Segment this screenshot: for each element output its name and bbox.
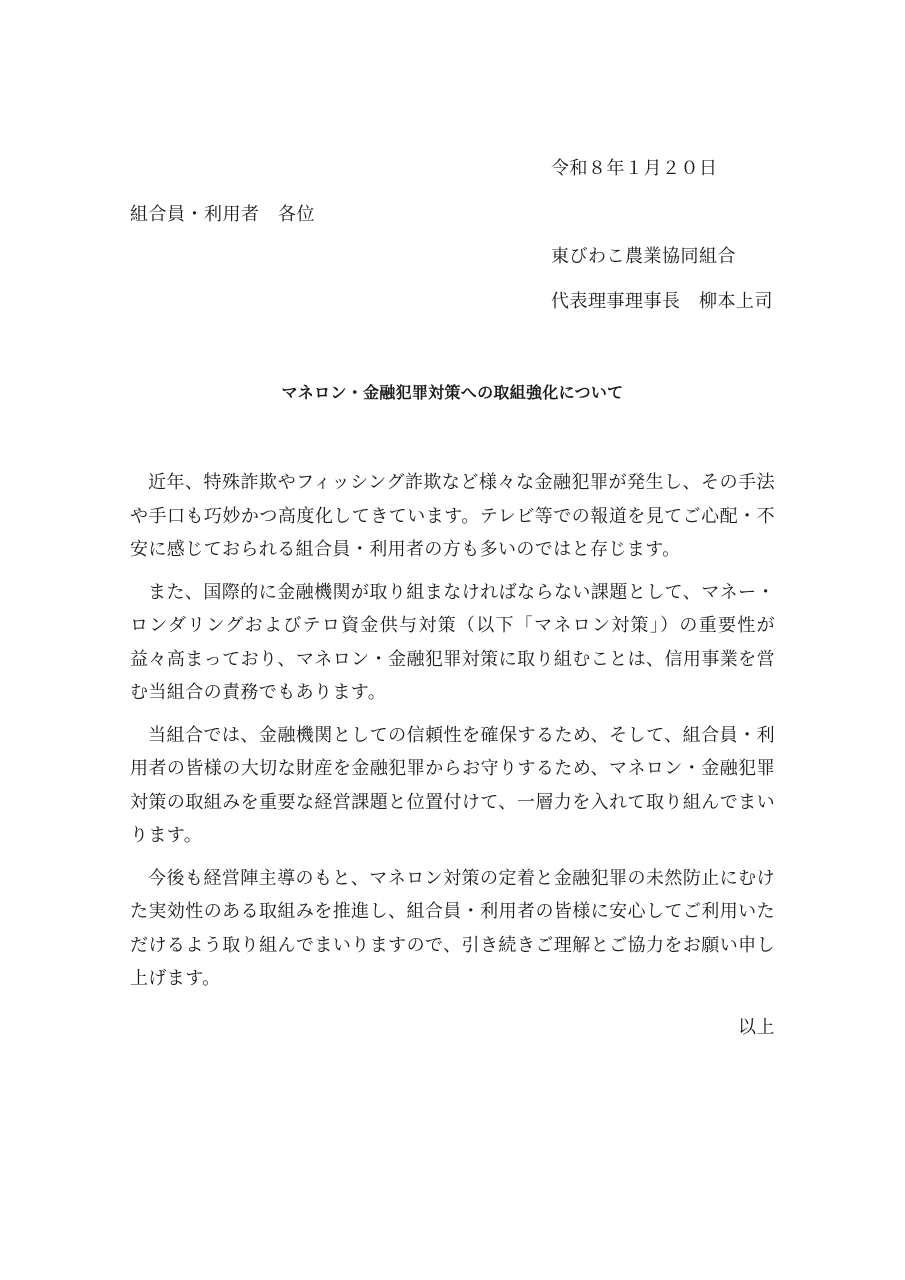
document-body	[130, 466, 775, 1005]
sender-block	[551, 244, 773, 334]
addressee: 組合員・利用者 各位	[130, 204, 315, 225]
body-paragraph: 今後も経営陣主導のもと、マネロン対策の定着と金融犯罪の未然防止にむけた実効性のある取組みを推進し、組合員・利用者の皆様に安心してご利用いただけるよう取り組んでまいりますので、引き続きご理解とご協力をお願い申し上げます。	[130, 867, 775, 989]
document-title: マネロン・金融犯罪対策への取組強化について	[281, 383, 624, 402]
body-paragraph: 当組合では、金融機関としての信頼性を確保するため、そして、組合員・利用者の皆様の大切な財産を金融犯罪からお守りするため、マネロン・金融犯罪対策の取組みを重要な経営課題と位置付けて、一層力を入れて取り組んでまいります。	[130, 724, 775, 846]
issue-date: 令和８年１月２０日	[551, 158, 718, 179]
sender-representative: 代表理事理事長 柳本上司	[551, 291, 773, 312]
body-paragraph: 近年、特殊詐欺やフィッシング詐欺など様々な金融犯罪が発生し、その手法や手口も巧妙かつ高度化してきています。テレビ等での報道を見てご心配・不安に感じておられる組合員・利用者の方も多いのではと存じます。	[130, 472, 775, 560]
body-paragraph: また、国際的に金融機関が取り組まなければならない課題として、マネー・ロンダリングおよびテロ資金供与対策（以下「マネロン対策」）の重要性が益々高まっており、マネロン・金融犯罪対策に取り組むことは、信用事業を営む当組合の責務でもあります。	[130, 581, 775, 703]
sender-organization: 東びわこ農業協同組合	[551, 246, 736, 267]
closing-remark: 以上	[738, 1017, 775, 1038]
